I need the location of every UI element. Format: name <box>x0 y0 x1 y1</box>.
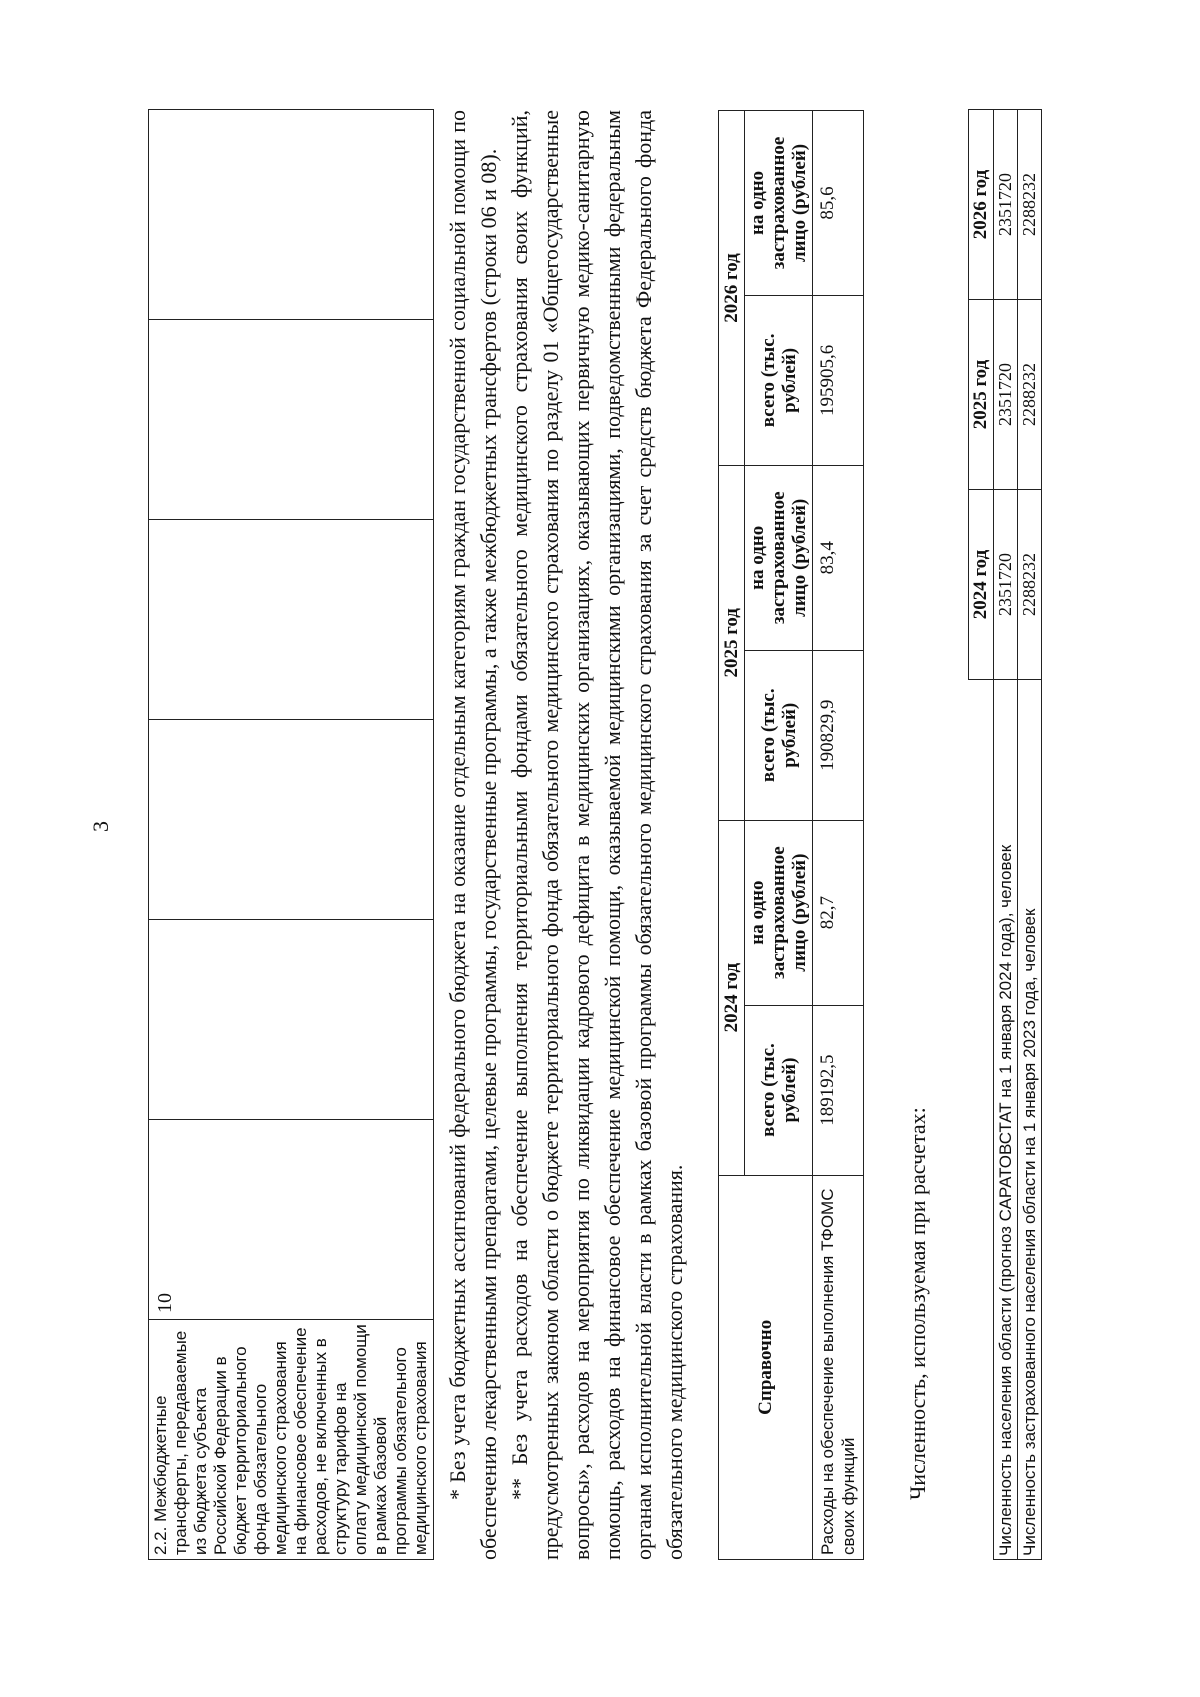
table-cell: 2288232 <box>1018 300 1042 490</box>
table-row <box>149 110 434 1560</box>
table-row <box>1018 110 1042 1560</box>
table-cell: 195905,6 <box>813 295 864 465</box>
table-cell: 85,6 <box>813 111 864 296</box>
column-header: всего (тыс. рублей) <box>745 1005 813 1175</box>
table-cell <box>149 110 434 320</box>
table-cell: 190829,9 <box>813 650 864 820</box>
table-cell: 2288232 <box>1018 490 1042 680</box>
row-label: Расходы на обеспечение выполнения ТФОМС своих функций <box>813 1175 864 1559</box>
year-header: 2024 год <box>969 490 994 680</box>
year-header: 2026 год <box>969 110 994 300</box>
year-header: 2026 год <box>719 111 745 466</box>
column-header: на одно застрахованное лицо (рублей) <box>745 820 813 1005</box>
table-cell <box>149 520 434 720</box>
population-table <box>968 109 1042 1560</box>
footnote-1: * Без учета бюджетных ассигнований федерального бюджета на оказание отдельным категориям граждан государственной социальной помощи по обеспечению лекарственными препаратами, целевые программы, государственные программы, а также межбюджетных трансфертов (строки 06 и 08). <box>445 110 501 1560</box>
reference-table <box>718 110 864 1560</box>
column-header: всего (тыс. рублей) <box>745 295 813 465</box>
population-caption: Численность, используемая при расчетах: <box>905 1107 930 1500</box>
table-cell: 83,4 <box>813 465 864 650</box>
table-header-row <box>719 111 745 1560</box>
column-header: на одно застрахованное лицо (рублей) <box>745 465 813 650</box>
table-cell: 2351720 <box>994 490 1018 680</box>
table-cell: 2351720 <box>994 300 1018 490</box>
row-label: Численность населения области (прогноз САРАТОВСТАТ на 1 января 2024 года), человек <box>994 680 1018 1560</box>
footnotes <box>442 110 690 1560</box>
table-cell: 189192,5 <box>813 1005 864 1175</box>
column-header: всего (тыс. рублей) <box>745 650 813 820</box>
empty-header-cell <box>969 680 994 1560</box>
table-cell <box>149 320 434 520</box>
table-cell <box>149 920 434 1120</box>
footnote-2: ** Без учета расходов на обеспечение выполнения территориальными фондами обязательного медицинского страхования своих функций, предусмотренных законом области о бюджете территориального фонда обязательного медицинского страхования по разделу 01 «Общегосударственные вопросы», расходов на мероприятия по ликвидации кадрового дефицита в медицинских организациях, оказывающих первичную медико-санитарную помощь, расходов на финансовое обеспечение медицинской помощи, оказываемой медицинскими организациями, подведомственными федеральным органам исполнительной власти в рамках базовой программы обязательного медицинского страхования за счет средств бюджета Федерального фонда обязательного медицинского страхования. <box>507 110 687 1560</box>
year-header: 2025 год <box>719 465 745 820</box>
rotated-content <box>148 110 1068 1560</box>
table-header-row <box>969 110 994 1560</box>
reference-header: Справочно <box>719 1175 813 1559</box>
table-cell <box>149 720 434 920</box>
table-cell: 82,7 <box>813 820 864 1005</box>
column-header: на одно застрахованное лицо (рублей) <box>745 111 813 296</box>
row-label: 2.2. Межбюджетные трансферты, передаваемые из бюджета субъекта Российской Федерации в бюджет территориального фонда обязательного медицинского страхования на финансовое обеспечение расходов, не включенных в структуру тарифов на оплату медицинской помощи в рамках базовой программы обязательного медицинского страхования <box>149 1320 434 1560</box>
year-header: 2025 год <box>969 300 994 490</box>
item-table <box>148 109 434 1560</box>
line-code: 10 <box>149 1120 434 1320</box>
year-header: 2024 год <box>719 820 745 1175</box>
table-cell: 2288232 <box>1018 110 1042 300</box>
table-row <box>994 110 1018 1560</box>
table-row <box>813 111 864 1560</box>
table-cell: 2351720 <box>994 110 1018 300</box>
page-number: 3 <box>88 821 113 832</box>
row-label: Численность застрахованного населения области на 1 января 2023 года, человек <box>1018 680 1042 1560</box>
